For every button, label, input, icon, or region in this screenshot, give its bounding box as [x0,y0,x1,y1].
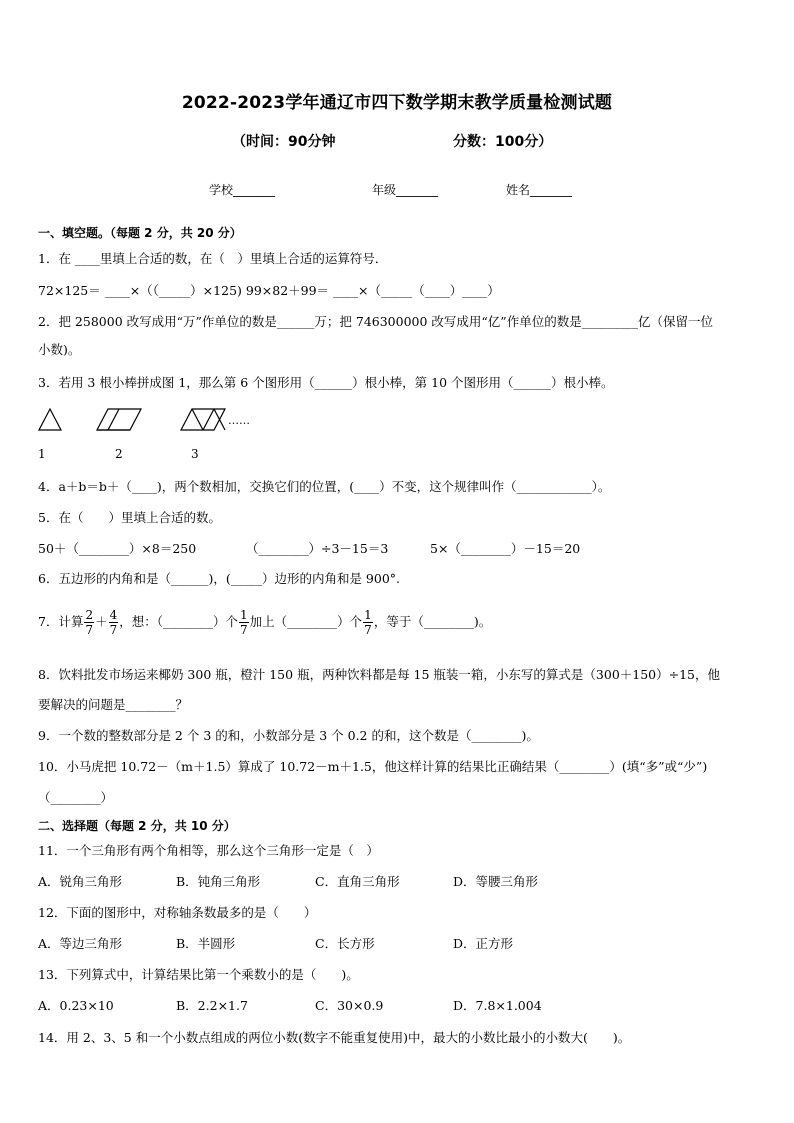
question-5-c: 5×（________）－15＝20 [430,541,581,556]
figure-label-3: 3 [191,447,199,461]
question-1-stem: 1．在 ____里填上合适的数，在（ ）里填上合适的运算符号． [38,251,388,266]
section-choice-heading: 二、选择题（每题 2 分，共 10 分） [38,819,236,833]
matchstick-figures [36,404,276,440]
question-11-option-a[interactable]: A．锐角三角形 [38,874,123,889]
question-13-stem: 13．下列算式中，计算结果比第一个乘数小的是（ )。 [38,967,359,982]
question-13-option-d[interactable]: D．7.8×1.004 [453,998,542,1013]
name-field[interactable]: 姓名_______ [506,183,573,197]
exam-score: 分数：100分） [453,134,553,150]
question-12-option-b[interactable]: B．半圆形 [176,936,236,951]
question-7: 7．计算 $\frac{2}{7}$ ＋ $\frac{4}{7}$ ，想：（________）个 $\frac{1}{7}$ 加上（________）个 $\frac{1}{7}$ ，等于（________)。 [38,608,492,637]
question-12-stem: 12．下面的图形中，对称轴条数最多的是（ ） [38,905,317,920]
question-1-blanks: 72×125＝ ____×（（_____）×125) 99×82＋99＝ ____×（_____（____）____） [38,283,500,298]
question-11-stem: 11．一个三角形有两个角相等，那么这个三角形一定是（ ） [38,843,379,858]
question-10-line-1: 10．小马虎把 10.72－（m＋1.5）算成了 10.72－m＋1.5，他这样计算的结果比正确结果（________）(填“多”或“少”) [38,759,708,774]
school-field[interactable]: 学校_______ [209,183,276,197]
question-11-option-c[interactable]: C．直角三角形 [315,874,400,889]
exam-time: （时间：90分钟 [232,134,336,150]
grade-field[interactable]: 年级_______ [372,183,439,197]
question-11-option-d[interactable]: D．等腰三角形 [453,874,539,889]
section-fill-in-heading: 一、填空题。（每题 2 分，共 20 分） [38,226,242,240]
question-12-option-c[interactable]: C．长方形 [315,936,375,951]
question-8-line-1: 8．饮料批发市场运来椰奶 300 瓶，橙汁 150 瓶，两种饮料都是每 15 瓶装一箱，小东写的算式是（300＋150）÷15，他 [38,667,721,682]
question-13-option-b[interactable]: B．2.2×1.7 [176,998,248,1013]
question-10-line-2: （________） [38,790,114,805]
question-2-line-1: 2．把 258000 改写成用“万”作单位的数是______万；把 746300000 改写成用“亿”作单位的数是_________亿（保留一位 [38,314,713,329]
figure-label-2: 2 [115,447,123,461]
page-title: 2022-2023学年通辽市四下数学期末教学质量检测试题 [181,93,613,113]
question-14: 14．用 2、3、5 和一个小数点组成的两位小数(数字不能重复使用)中，最大的小数比最小的小数大( )。 [38,1030,631,1045]
question-13-option-c[interactable]: C．30×0.9 [315,998,384,1013]
fraction-4-7: $\frac{4}{7}$ [109,608,118,637]
question-4: 4．a＋b＝b＋（____)，两个数相加，交换它们的位置，(____）不变，这个规律叫作（____________）。 [38,479,611,494]
question-2-line-2: 小数)。 [38,342,81,357]
question-6: 6．五边形的内角和是（______)，(_____）边形的内角和是 900°. [38,571,401,586]
fraction-1-7-a: $\frac{1}{7}$ [240,608,248,637]
question-7-prefix: 7．计算 [38,614,84,629]
continuation-dots: …… [228,414,250,427]
question-5-b: （________）÷3－15＝3 [246,541,389,556]
question-9: 9．一个数的整数部分是 2 个 3 的和，小数部分是 3 个 0.2 的和，这个数是（________)。 [38,728,539,743]
question-12-option-a[interactable]: A．等边三角形 [38,936,123,951]
question-5-a: 50＋（________）×8＝250 [38,541,197,556]
question-13-option-a[interactable]: A．0.23×10 [38,998,114,1013]
figure-label-1: 1 [38,447,46,461]
question-12-option-d[interactable]: D．正方形 [453,936,514,951]
fraction-1-7-b: $\frac{1}{7}$ [364,608,372,637]
question-5-stem: 5．在（ ）里填上合适的数。 [38,510,221,525]
question-8-line-2: 要解决的问题是________？ [38,697,189,712]
fraction-2-7: $\frac{2}{7}$ [85,608,94,637]
question-11-option-b[interactable]: B．钝角三角形 [176,874,261,889]
question-3-stem: 3．若用 3 根小棒拼成图 1，那么第 6 个图形用（______）根小棒，第 10 个图形用（______）根小棒。 [38,375,614,390]
